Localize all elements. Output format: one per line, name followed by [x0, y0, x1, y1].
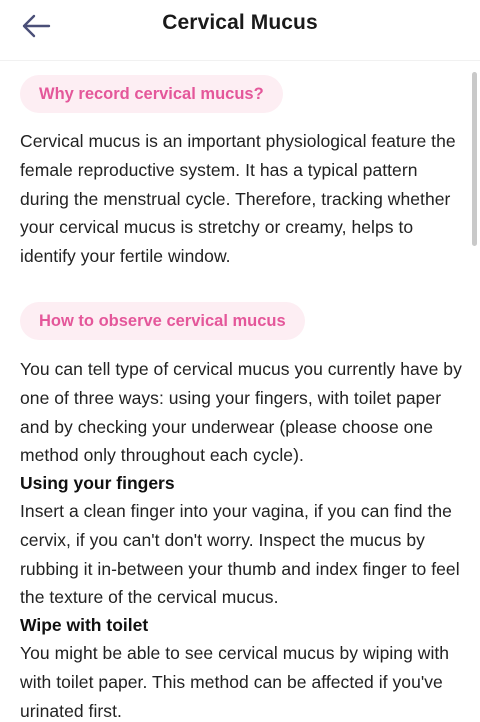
method-text-toilet: You might be able to see cervical mucus by wiping with with toilet paper. This method can be affected if you've urinated first.: [20, 643, 450, 721]
section-heading-how-to-observe: How to observe cervical mucus: [20, 302, 305, 340]
page-title: Cervical Mucus: [162, 11, 318, 34]
section-body-how-to-observe: You can tell type of cervical mucus you currently have by one of three ways: using your fingers, with toilet paper and by checking your underwear (please choose one method only throughout each cycle).: [20, 359, 462, 466]
section-heading-why-record: Why record cervical mucus?: [20, 75, 283, 113]
top-bar: [0, 0, 480, 61]
method-title-fingers: Using your fingers: [20, 473, 175, 493]
article-content[interactable]: [0, 61, 480, 722]
section-body-why-record: Cervical mucus is an important physiological feature the female reproductive system. It has a typical pattern during the menstrual cycle. Therefore, tracking whether your cervical mucus is stretchy or creamy, helps to identify your fertile window.: [20, 131, 456, 267]
method-title-toilet: Wipe with toilet: [20, 615, 149, 635]
method-text-fingers: Insert a clean finger into your vagina, if you can find the cervix, if you can't don't worry. Inspect the mucus by rubbing it in-between your thumb and index finger to feel the texture of the cervical mucus.: [20, 501, 460, 608]
scrollbar-thumb[interactable]: [472, 72, 477, 246]
